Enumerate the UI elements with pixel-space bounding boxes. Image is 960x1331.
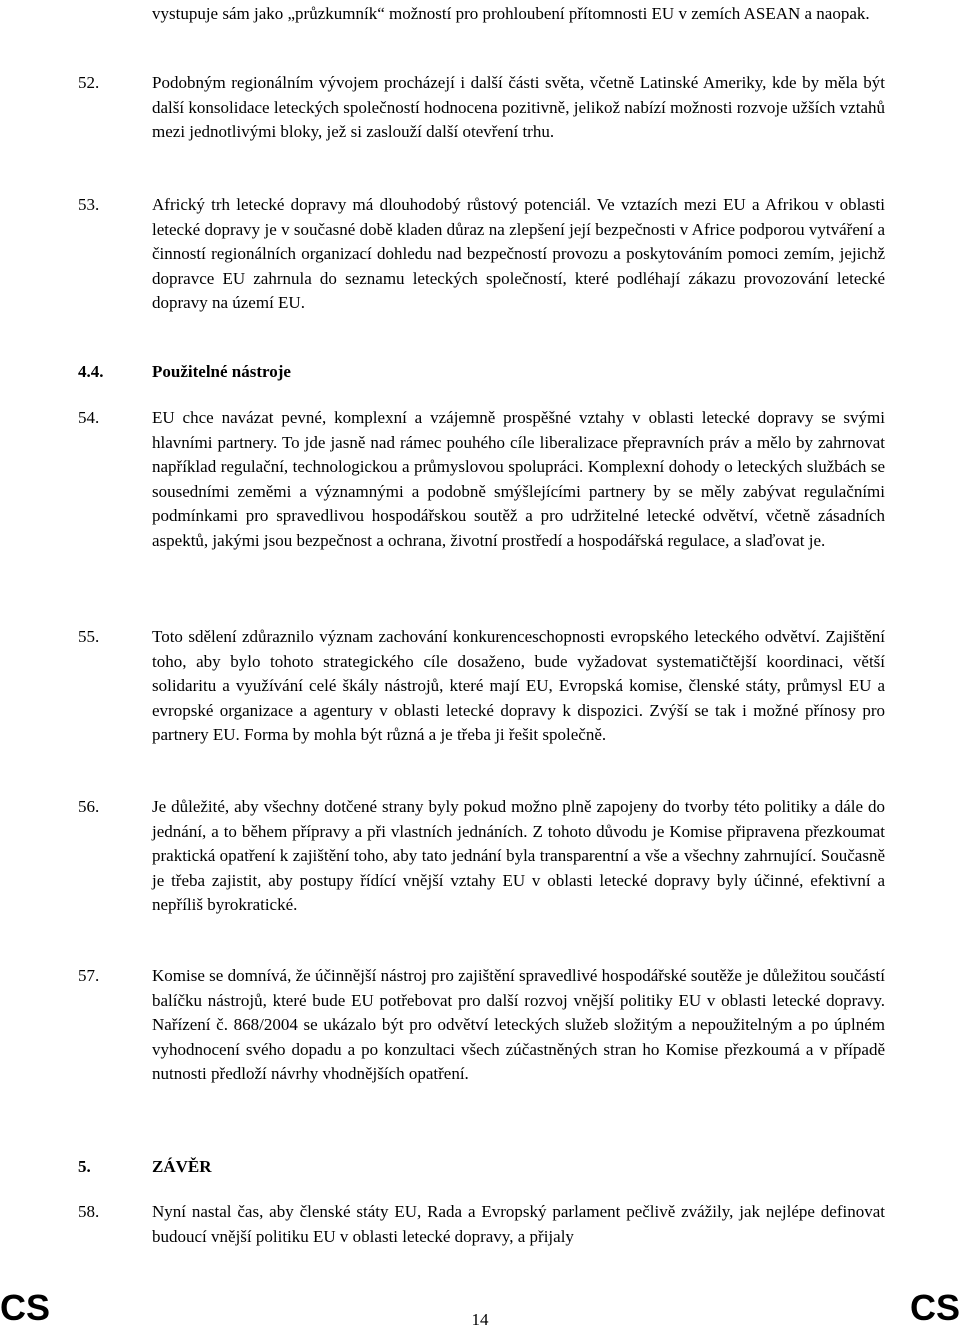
footer-language-left: CS <box>0 1287 51 1328</box>
section-number: 4.4. <box>78 362 104 381</box>
paragraph-number: 56. <box>78 797 100 816</box>
paragraph-text: Africký trh letecké dopravy má dlouhodobý růstový potenciál. Ve vztazích mezi EU a Afrikou v oblasti letecké dopravy je v současné době kladen důraz na zlepšení její bezpečnosti v Africe podporou vytváření a činností regionálních organizací dohledu nad bezpečností provozu a poskytováním pomoci zemím, jejichž dopravce EU zahrnula do seznamu leteckých společností, které podléhají zákazu provozování letecké dopravy na území EU. <box>152 195 885 313</box>
section-heading: ZÁVĚR <box>152 1157 212 1176</box>
paragraph-number: 55. <box>78 627 100 646</box>
section-number: 5. <box>78 1157 91 1176</box>
paragraph-number: 52. <box>78 73 100 92</box>
paragraph-text: Nyní nastal čas, aby členské státy EU, Rada a Evropský parlament pečlivě zvážily, jak nejlépe definovat budoucí vnější politiku EU v oblasti letecké dopravy, a přijaly <box>152 1202 885 1246</box>
paragraph-text: Podobným regionálním vývojem procházejí i další části světa, včetně Latinské Ameriky, kde by měla být další konsolidace leteckých společností hodnocena pozitivně, jelikož nabízí možnosti rozvoje užších vztahů mezi jednotlivými bloky, jež si zaslouží další otevření trhu. <box>152 73 885 142</box>
paragraph-text: Je důležité, aby všechny dotčené strany byly pokud možno plně zapojeny do tvorby této politiky a dále do jednání, a to během přípravy a při vlastních jednáních. Z tohoto důvodu je Komise připravena přezkoumat praktická opatření k zajištění toho, aby tato jednání byla transparentní a vše a všechny zahrnující. Současně je třeba zajistit, aby postupy řídící vnější vztahy EU v oblasti letecké dopravy byly účinné, efektivní a nepříliš byrokratické. <box>152 797 885 915</box>
page-number: 14 <box>471 1310 489 1329</box>
paragraph-text: Komise se domnívá, že účinnější nástroj pro zajištění spravedlivé hospodářské soutěže je důležitou součástí balíčku nástrojů, které bude EU potřebovat pro další rozvoj vnější politiky EU v oblasti letecké dopravy. Nařízení č. 868/2004 se ukázalo být pro odvětví leteckých služeb složitým a nepoužitelným a po úplném vyhodnocení svého dopadu a po konzultaci všech zúčastněných stran ho Komise přezkoumá a v případě nutnosti předloží návrhy vhodnějších opatření. <box>152 966 885 1084</box>
paragraph-text: Toto sdělení zdůraznilo význam zachování konkurenceschopnosti evropského leteckého odvětví. Zajištění toho, aby bylo tohoto strategického cíle dosaženo, bude vyžadovat systematičtější koordinaci, větší solidaritu a využívání celé škály nástrojů, které mají EU, Evropská komise, členské státy, průmysl EU a evropské organizace a agentury v oblasti letecké dopravy k dispozici. Zvýší se tak i možné přínosy pro partnery EU. Forma by mohla být různá a je třeba ji řešit společně. <box>152 627 885 745</box>
footer-language-right: CS <box>909 1287 960 1328</box>
section-heading: Použitelné nástroje <box>152 362 291 381</box>
continuation-text: vystupuje sám jako „průzkumník“ možností pro prohloubení přítomnosti EU v zemích ASEAN a naopak. <box>152 4 870 23</box>
paragraph-number: 54. <box>78 408 100 427</box>
paragraph-text: EU chce navázat pevné, komplexní a vzájemně prospěšné vztahy v oblasti letecké dopravy se svými hlavními partnery. To jde jasně nad rámec pouhého cíle liberalizace přepravních práv a mělo by zahrnovat například regulační, technologickou a průmyslovou spolupráci. Komplexní dohody o leteckých službách se sousedními zeměmi a významnými a podobně smýšlejícími partnery by se měly zabývat regulačními podmínkami pro spravedlivou hospodářskou soutěž a pro udržitelné letecké odvětví, včetně zásadních aspektů, jakými jsou bezpečnost a ochrana, životní prostředí a hospodářská regulace, a slaďovat je. <box>152 408 885 550</box>
paragraph-number: 53. <box>78 195 100 214</box>
paragraph-number: 57. <box>78 966 100 985</box>
paragraph-number: 58. <box>78 1202 100 1221</box>
